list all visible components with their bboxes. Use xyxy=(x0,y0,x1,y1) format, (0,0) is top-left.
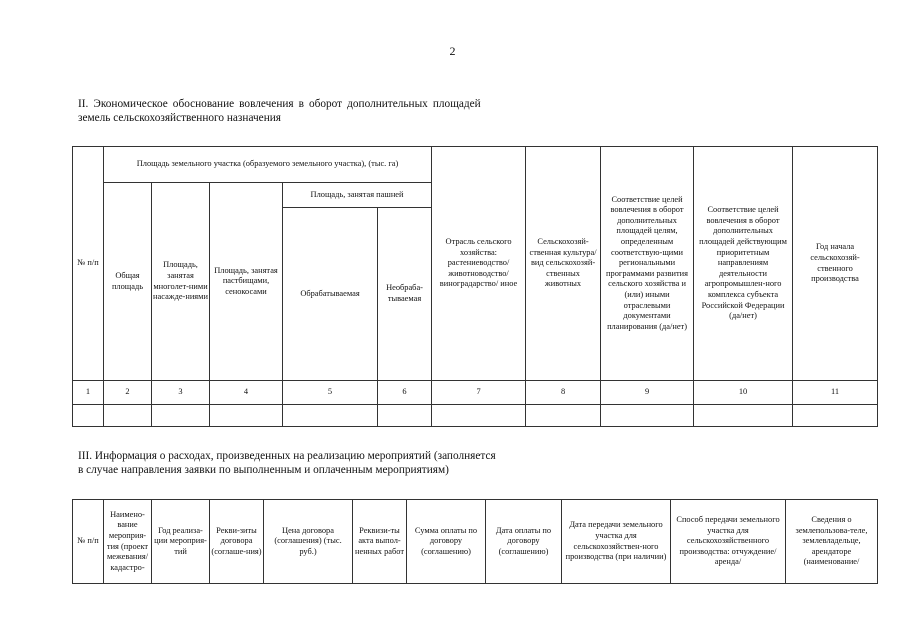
col-contract-requisites-header: Рекви-зиты договора (соглаше-ния) xyxy=(210,500,264,584)
area-group-header: Площадь земельного участка (образуемого земельного участка), (тыс. га) xyxy=(104,147,432,183)
col-transfer-date-header: Дата передачи земельного участка для сельскохозяйствен-ного производства (при наличии) xyxy=(562,500,671,584)
col-goals-header: Соответствие целей вовлечения в оборот дополнительных площадей целям, определенным соответствую-щими региональными программами развития сельского хозяйства и (или) иными отраслевыми документами планирования (да/нет) xyxy=(601,147,694,381)
empty-cell[interactable] xyxy=(104,405,152,427)
column-numbers-row xyxy=(73,381,878,405)
column-number: 1 xyxy=(73,381,104,405)
empty-cell[interactable] xyxy=(378,405,432,427)
col-event-name-header: Наимено-вание мероприя-тия (проект межевания/ кадастро- xyxy=(104,500,152,584)
col-hay-header: Площадь, занятая пастбищами, сенокосами xyxy=(210,183,283,381)
col-number-header: № п/п xyxy=(73,500,104,584)
col-number-header: № п/п xyxy=(73,147,104,381)
col-total-area-header: Общая площадь xyxy=(104,183,152,381)
col-branch-header: Отрасль сельского хозяйства: растениеводство/ животноводство/ виноградарство/ иное xyxy=(432,147,526,381)
column-number: 8 xyxy=(526,381,601,405)
col-crop-header: Сельскохозяй-ственная культура/вид сельскохозяй-ственных животных xyxy=(526,147,601,381)
empty-cell[interactable] xyxy=(694,405,793,427)
col-uncultivated-header: Необраба-тываемая xyxy=(378,208,432,381)
section-3-title-line-2: в случае направления заявки по выполненным и оплаченным мероприятиям) xyxy=(78,464,449,476)
section-3-title-line-1: III. Информация о расходах, произведенных на реализацию мероприятий (заполняется xyxy=(78,450,496,462)
empty-cell[interactable] xyxy=(283,405,378,427)
column-number: 10 xyxy=(694,381,793,405)
page-number: 2 xyxy=(449,44,456,58)
column-number: 4 xyxy=(210,381,283,405)
col-perennial-header: Площадь, занятая многолет-ними насажде-ниями xyxy=(152,183,210,381)
empty-cell[interactable] xyxy=(432,405,526,427)
column-number: 7 xyxy=(432,381,526,405)
col-payment-date-header: Дата оплаты по договору (соглашению) xyxy=(486,500,562,584)
column-number: 5 xyxy=(283,381,378,405)
section-2-heading xyxy=(78,97,598,125)
column-number: 3 xyxy=(152,381,210,405)
col-act-requisites-header: Реквизи-ты акта выпол-ненных работ xyxy=(353,500,407,584)
empty-cell[interactable] xyxy=(73,405,104,427)
column-number: 11 xyxy=(793,381,878,405)
section-3-heading xyxy=(78,449,598,477)
empty-cell[interactable] xyxy=(793,405,878,427)
col-priority-header: Соответствие целей вовлечения в оборот дополнительных площадей действующим приоритетным направлениям деятельности агропромышлен-ного комплекса субъекта Российской Федерации (да/нет) xyxy=(694,147,793,381)
empty-data-row xyxy=(73,405,878,427)
col-paid-amount-header: Сумма оплаты по договору (соглашению) xyxy=(407,500,486,584)
col-land-user-header: Сведения о землепользова-теле, землевладельце, арендаторе (наименование/ xyxy=(786,500,878,584)
column-number: 6 xyxy=(378,381,432,405)
economic-justification-table xyxy=(72,146,878,427)
arable-group-header: Площадь, занятая пашней xyxy=(283,183,432,208)
column-number: 2 xyxy=(104,381,152,405)
empty-cell[interactable] xyxy=(210,405,283,427)
col-cultivated-header: Обрабатываемая xyxy=(283,208,378,381)
section-2-title-line-1: II. Экономическое обоснование вовлечения в оборот дополнительных площадей xyxy=(78,98,481,110)
empty-cell[interactable] xyxy=(526,405,601,427)
col-event-year-header: Год реализа-ции мероприя-тий xyxy=(152,500,210,584)
section-2-title-line-2: земель сельскохозяйственного назначения xyxy=(78,112,281,124)
empty-cell[interactable] xyxy=(601,405,694,427)
col-transfer-method-header: Способ передачи земельного участка для сельскохозяйственного производства: отчуждение/аренда/ xyxy=(671,500,786,584)
column-number: 9 xyxy=(601,381,694,405)
col-contract-price-header: Цена договора (соглашения) (тыс. руб.) xyxy=(264,500,353,584)
expenses-table xyxy=(72,499,878,584)
empty-cell[interactable] xyxy=(152,405,210,427)
col-year-header: Год начала сельскохозяй-ственного производства xyxy=(793,147,878,381)
